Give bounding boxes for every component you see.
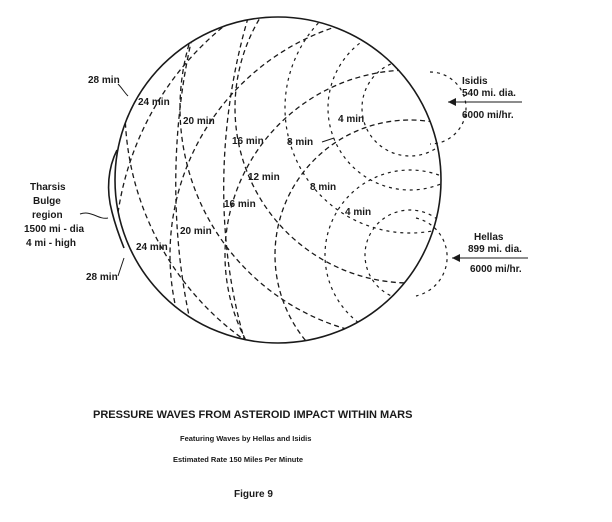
- tharsis-leader: [80, 213, 108, 218]
- front-vertical-2: [224, 18, 248, 345]
- label-20min-top: 20 min: [183, 116, 215, 127]
- isidis-impact-marker: [430, 72, 466, 144]
- tharsis-line3: region: [32, 210, 63, 221]
- leader-28min-top: [118, 84, 128, 96]
- hellas-wave-1: [365, 210, 455, 300]
- label-4min-bot: 4 min: [345, 207, 372, 218]
- tharsis-line2: Bulge: [33, 196, 61, 207]
- label-20min-bot: 20 min: [180, 226, 212, 237]
- figure-label: Figure 9: [234, 489, 273, 500]
- tharsis-line1: Tharsis: [30, 182, 66, 193]
- label-16min-top: 16 min: [232, 136, 264, 147]
- isidis-name: Isidis: [462, 76, 488, 87]
- hellas-impact-marker: [416, 218, 447, 296]
- label-24min-top: 24 min: [138, 97, 170, 108]
- tharsis-line4: 1500 mi - dia: [24, 224, 85, 235]
- hellas-speed: 6000 mi/hr.: [470, 264, 522, 275]
- hellas-name: Hellas: [474, 232, 504, 243]
- hellas-arrowhead: [452, 254, 460, 262]
- isidis-arrowhead: [448, 98, 456, 106]
- label-12min-mid: 12 min: [248, 172, 280, 183]
- tharsis-line5: 4 mi - high: [26, 238, 76, 249]
- hellas-diameter: 899 mi. dia.: [468, 244, 522, 255]
- isidis-diameter: 540 mi. dia.: [462, 88, 516, 99]
- caption-line3: Estimated Rate 150 Miles Per Minute: [173, 455, 304, 464]
- hellas-wave-2: [325, 170, 495, 340]
- label-24min-bot: 24 min: [136, 242, 168, 253]
- label-8min-mid: 8 min: [310, 182, 337, 193]
- isidis-wave-2: [328, 26, 492, 190]
- caption-line2: Featuring Waves by Hellas and Isidis: [180, 434, 312, 443]
- front-vertical-1: [176, 22, 196, 345]
- hellas-front-d: [115, 0, 612, 522]
- label-8min-top: 8 min: [287, 137, 314, 148]
- hellas-front-b: [225, 70, 595, 440]
- leader-8min-top: [322, 138, 334, 142]
- caption-title: PRESSURE WAVES FROM ASTEROID IMPACT WITHIN MARS: [93, 409, 413, 421]
- label-28min-top: 28 min: [88, 75, 120, 86]
- leader-28min-bot: [118, 258, 124, 276]
- isidis-speed: 6000 mi/hr.: [462, 110, 514, 121]
- wave-fronts: [115, 0, 612, 522]
- label-16min-mid: 16 min: [224, 199, 256, 210]
- label-28min-bot: 28 min: [86, 272, 118, 283]
- label-4min-top: 4 min: [338, 114, 365, 125]
